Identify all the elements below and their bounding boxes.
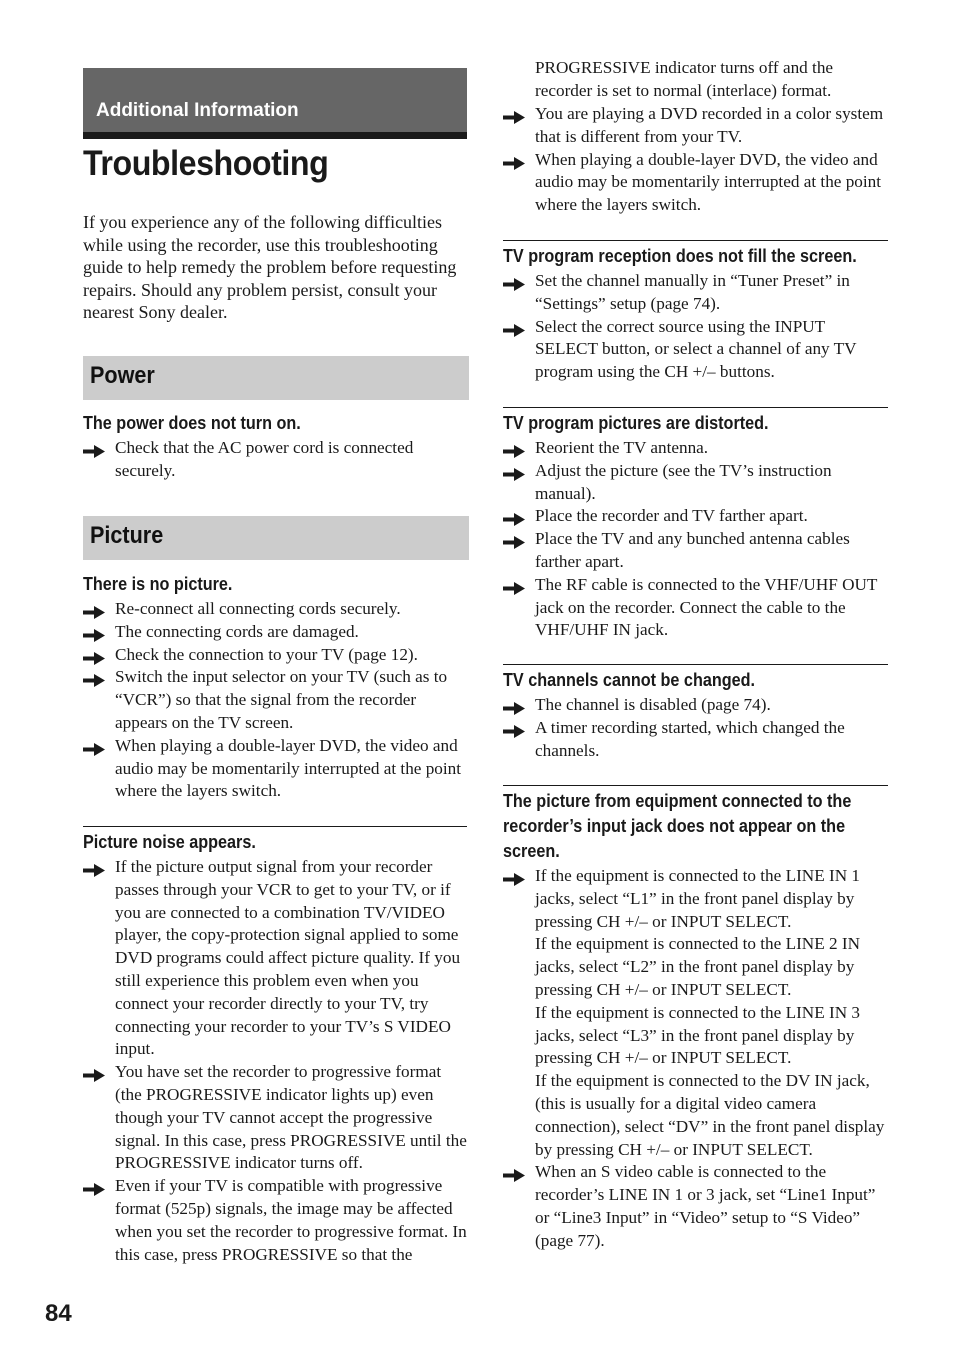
solution-item — [503, 316, 888, 384]
solution-list — [83, 856, 467, 1266]
solution-list — [503, 694, 888, 762]
problem-heading: Picture noise appears. — [83, 832, 256, 852]
solution-text: When an S video cable is connected to the recorder’s LINE IN 1 or 3 jack, set “Line1 Input” or “Line3 Input” in “Video” setup to “S Video” (page 77). — [535, 1162, 876, 1250]
continued-text: PROGRESSIVE indicator turns off and the recorder is set to normal (interlace) format. — [535, 58, 834, 100]
problem-no-picture — [83, 572, 469, 803]
solution-text: The RF cable is connected to the VHF/UHF OUT jack on the recorder. Connect the cable to the VHF/UHF IN jack. — [535, 574, 878, 640]
arrow-icon — [503, 722, 525, 735]
solution-item — [83, 735, 469, 803]
solution-item — [83, 666, 469, 734]
solution-item — [503, 460, 888, 506]
arrow-icon — [503, 510, 525, 523]
arrow-icon — [83, 626, 105, 639]
solution-text: Place the TV and any bunched antenna cables farther apart. — [535, 529, 850, 571]
solution-list — [503, 103, 890, 217]
problem-reception — [503, 240, 888, 384]
arrow-icon — [83, 1180, 105, 1193]
solution-text: The channel is disabled (page 74). — [535, 695, 771, 714]
solution-item — [503, 694, 888, 717]
solution-item — [503, 437, 888, 460]
solution-item — [503, 270, 888, 316]
problem-heading: TV program pictures are distorted. — [503, 413, 769, 433]
category-picture — [83, 516, 469, 560]
problem-input-jack — [503, 785, 888, 1253]
arrow-icon — [503, 108, 525, 121]
solution-list — [83, 437, 469, 483]
solution-list — [503, 270, 888, 384]
solution-text: If the equipment is connected to the LINE 2 IN jacks, select “L2” in the front panel display by pressing CH +/– or INPUT SELECT. — [535, 934, 861, 999]
problem-heading: TV program reception does not fill the screen. — [503, 246, 857, 266]
solution-item — [83, 644, 469, 667]
continued-solutions — [503, 103, 890, 217]
arrow-icon — [83, 671, 105, 684]
arrow-icon — [83, 740, 105, 753]
arrow-icon — [503, 699, 525, 712]
page-title: Troubleshooting — [83, 144, 329, 183]
arrow-icon — [83, 649, 105, 662]
problem-heading: TV channels cannot be changed. — [503, 670, 756, 690]
solution-item — [83, 598, 469, 621]
solution-text: Select the correct source using the INPUT SELECT button, or select a channel of any TV program using the CH +/– buttons. — [535, 316, 857, 382]
solution-text: You have set the recorder to progressive format (the PROGRESSIVE indicator lights up) even though your TV cannot accept the progressive signal. In this case, press PROGRESSIVE until the PROGRESSIVE indicator turns off. — [115, 1062, 467, 1173]
arrow-icon — [83, 861, 105, 874]
solution-list — [83, 598, 469, 803]
arrow-icon — [503, 275, 525, 288]
solution-text: Re-connect all connecting cords securely. — [115, 599, 401, 618]
solution-text: Adjust the picture (see the TV’s instruction manual). — [535, 460, 832, 503]
problem-distorted — [503, 407, 888, 642]
solution-list — [503, 437, 888, 642]
solution-text: When playing a double-layer DVD, the video and audio may be momentarily interrupted at the point where the layers switch. — [535, 149, 882, 215]
arrow-icon — [83, 603, 105, 616]
solution-item — [503, 1161, 888, 1252]
solution-text: You are playing a DVD recorded in a color system that is different from your TV. — [535, 104, 884, 146]
solution-text: Even if your TV is compatible with progressive format (525p) signals, the image may be affected when you set the recorder to progressive format. In this case, press PROGRESSIVE so that the — [115, 1176, 467, 1264]
solution-item — [503, 505, 888, 528]
solution-text: If the equipment is connected to the LINE IN 1 jacks, select “L1” in the front panel display by pressing CH +/– or INPUT SELECT. — [535, 866, 861, 931]
page-number: 84 — [45, 1300, 72, 1327]
arrow-icon — [503, 154, 525, 167]
solution-text: Check that the AC power cord is connected securely. — [115, 438, 414, 480]
solution-text: When playing a double-layer DVD, the video and audio may be momentarily interrupted at the point where the layers switch. — [115, 735, 462, 801]
problem-heading: The picture from equipment connected to the recorder’s input jack does not appear on the screen. — [503, 791, 852, 861]
solution-text: Set the channel manually in “Tuner Preset” in “Settings” setup (page 74). — [535, 271, 850, 313]
solution-item — [503, 574, 888, 642]
section-label: Additional Information — [96, 100, 299, 121]
arrow-icon — [503, 465, 525, 478]
solution-text: A timer recording started, which changed the channels. — [535, 717, 845, 760]
solution-text: Place the recorder and TV farther apart. — [535, 506, 808, 526]
solution-item — [503, 149, 890, 217]
solution-item — [83, 1061, 467, 1175]
arrow-icon — [503, 870, 525, 883]
intro-paragraph: If you experience any of the following difficulties while using the recorder, use this troubleshooting guide to help remedy the problem before requesting repairs. Should any problem persist, consult your nearest Sony dealer. — [83, 212, 457, 323]
solution-item — [83, 1175, 467, 1266]
arrow-icon — [503, 321, 525, 334]
arrow-icon — [83, 1066, 105, 1079]
arrow-icon — [503, 1166, 525, 1179]
problem-power-off — [83, 411, 469, 483]
solution-text: Check the connection to your TV (page 12). — [115, 644, 418, 664]
category-picture-label: Picture — [90, 522, 164, 549]
solution-text: Reorient the TV antenna. — [535, 438, 709, 457]
arrow-icon — [83, 442, 105, 455]
solution-item — [503, 717, 888, 763]
problem-picture-noise — [83, 826, 467, 1266]
arrow-icon — [503, 533, 525, 546]
solution-item — [503, 865, 888, 1161]
solution-item — [83, 437, 469, 483]
section-banner — [83, 68, 467, 139]
solution-item — [503, 528, 888, 574]
solution-text: If the equipment is connected to the LINE IN 3 jacks, select “L3” in the front panel display by pressing CH +/– or INPUT SELECT. — [535, 1002, 861, 1068]
arrow-icon — [503, 579, 525, 592]
arrow-icon — [503, 442, 525, 455]
solution-list — [503, 865, 888, 1253]
solution-text: Switch the input selector on your TV (such as to “VCR”) so that the signal from the recorder appears on the TV screen. — [115, 667, 448, 732]
solution-text: The connecting cords are damaged. — [115, 621, 359, 641]
category-power-label: Power — [90, 362, 155, 389]
solution-item — [83, 856, 467, 1061]
category-power — [83, 356, 469, 400]
problem-channels — [503, 664, 888, 762]
solution-text: If the equipment is connected to the DV IN jack, (this is usually for a digital video camera connection), select “DV” in the front panel display by pressing CH +/– or INPUT SELECT. — [535, 1071, 885, 1159]
problem-heading: There is no picture. — [83, 574, 233, 594]
solution-item — [83, 621, 469, 644]
problem-heading: The power does not turn on. — [83, 413, 301, 433]
solution-item — [503, 103, 890, 149]
solution-text: If the picture output signal from your recorder passes through your VCR to get to your TV, or if you are connected to a combination TV/VIDEO player, the copy-protection signal applied to some DVD programs could affect picture quality. If you still experience this problem even when you connect your recorder directly to your TV, try connecting your recorder to your TV’s S VIDEO input. — [115, 857, 461, 1059]
